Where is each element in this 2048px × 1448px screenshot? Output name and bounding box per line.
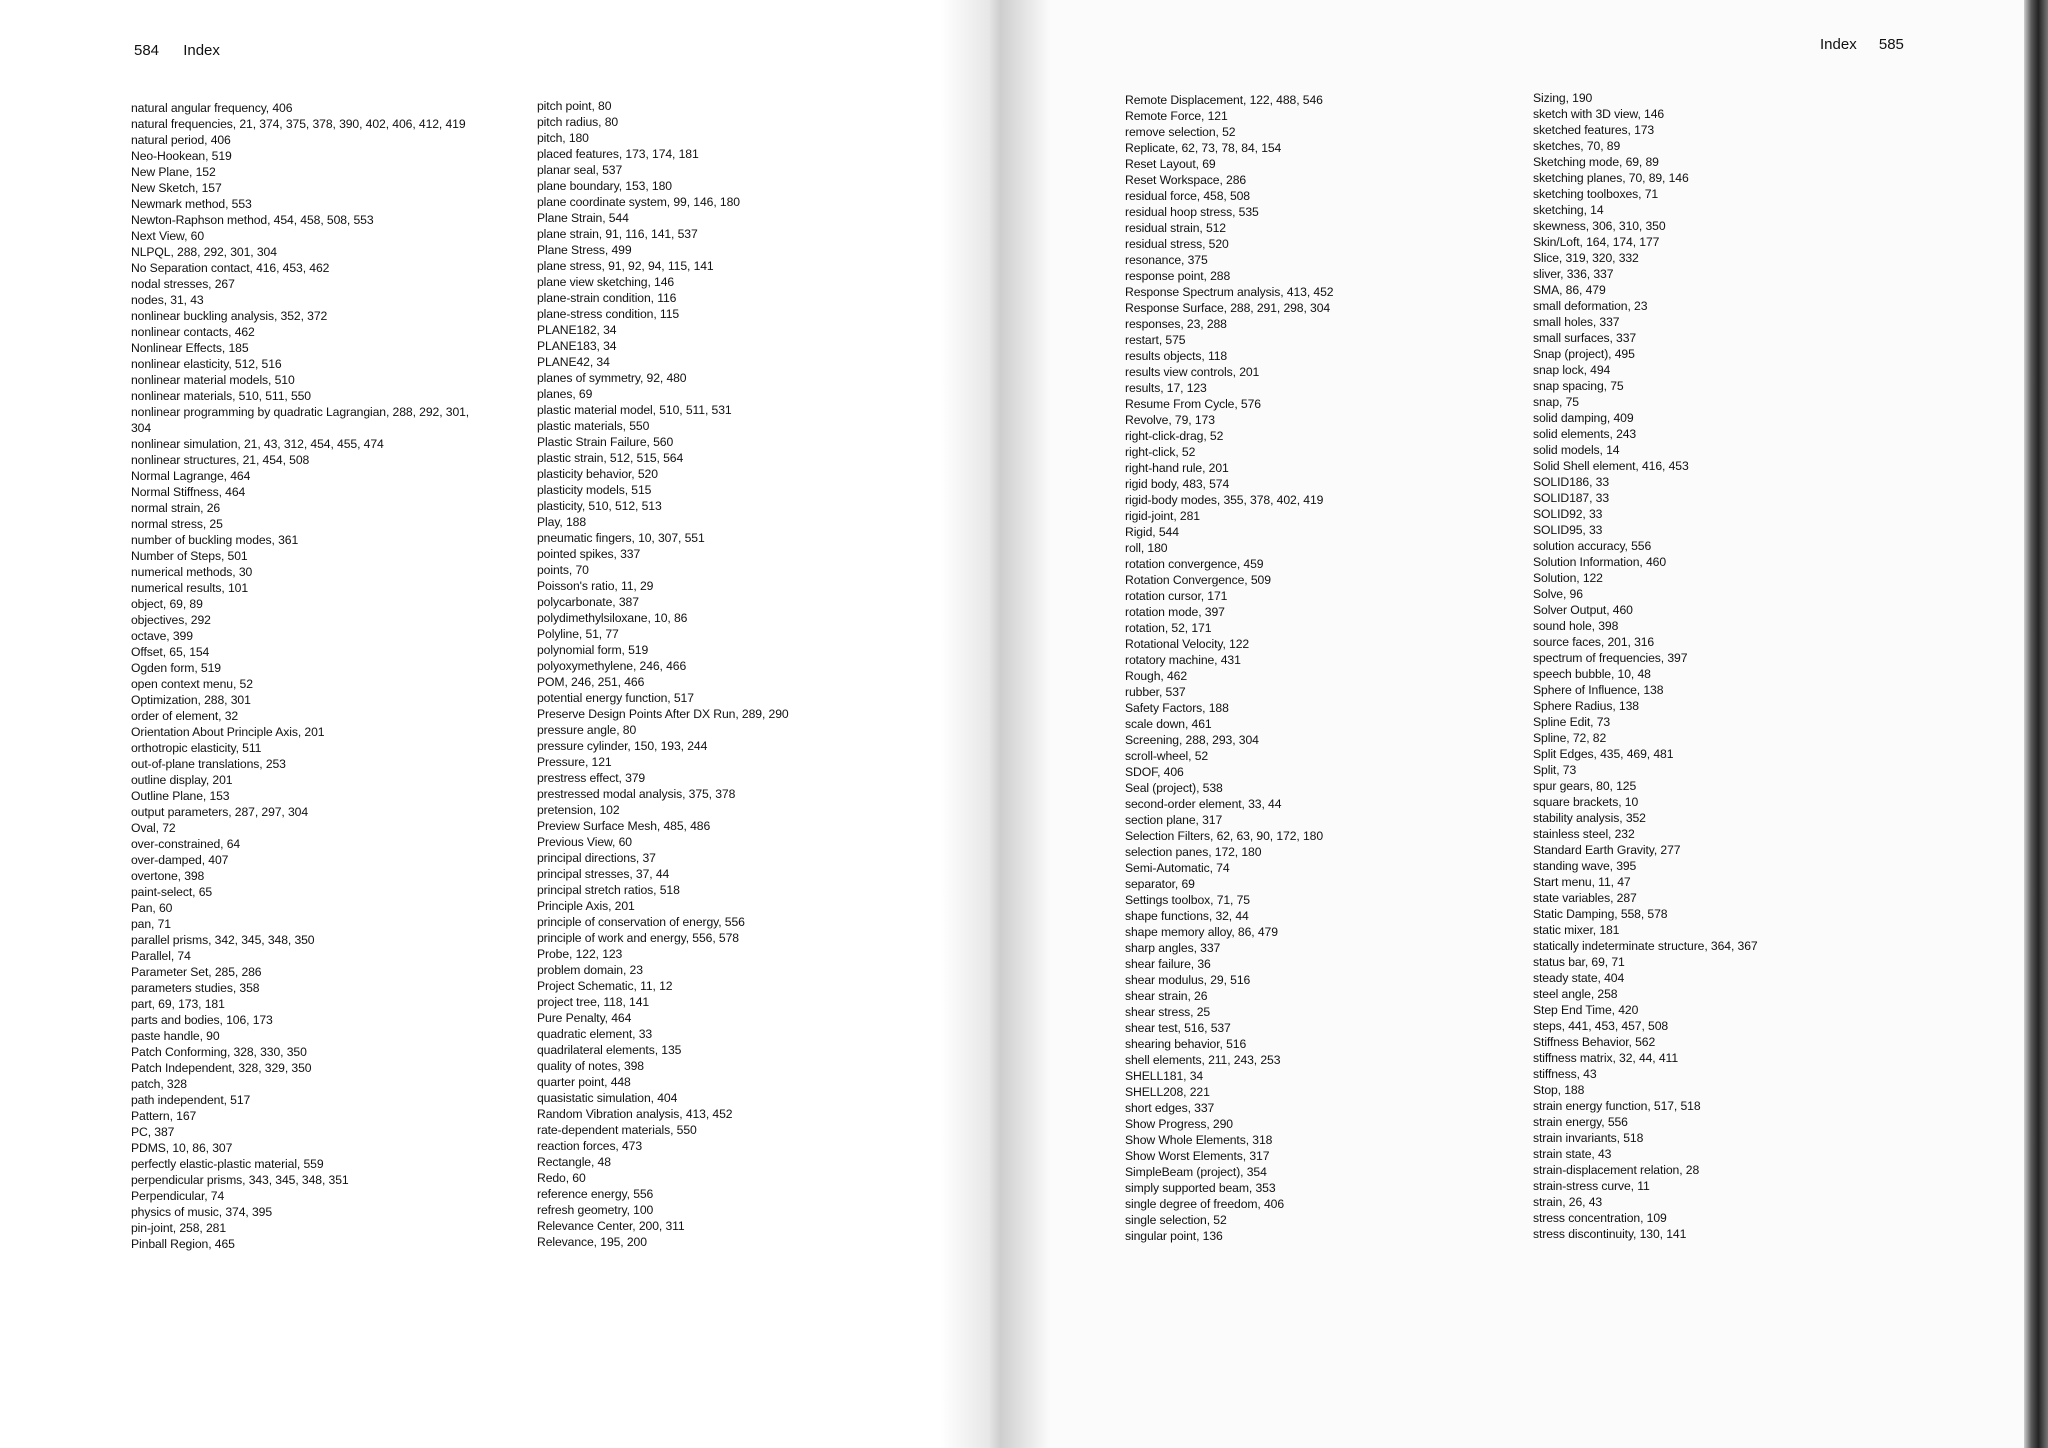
index-entry: simply supported beam, 353 — [1125, 1181, 1276, 1195]
index-entry: Static Damping, 558, 578 — [1533, 907, 1668, 921]
index-entry: SimpleBeam (project), 354 — [1125, 1165, 1267, 1179]
index-entry: Solution, 122 — [1533, 571, 1603, 585]
index-entry: resonance, 375 — [1125, 253, 1208, 267]
left-page-header — [134, 42, 220, 59]
index-entry: Normal Stiffness, 464 — [131, 485, 246, 499]
index-entry: Solve, 96 — [1533, 587, 1583, 601]
index-entry: short edges, 337 — [1125, 1101, 1215, 1115]
index-entry: number of buckling modes, 361 — [131, 533, 299, 547]
index-entry: PLANE182, 34 — [537, 323, 617, 337]
index-entry: rotation mode, 397 — [1125, 605, 1225, 619]
index-entry: Settings toolbox, 71, 75 — [1125, 893, 1250, 907]
index-entry: snap, 75 — [1533, 395, 1579, 409]
index-entry: stiffness, 43 — [1533, 1067, 1597, 1081]
index-entry: standing wave, 395 — [1533, 859, 1637, 873]
index-entry: open context menu, 52 — [131, 677, 253, 691]
index-entry: solid damping, 409 — [1533, 411, 1634, 425]
index-entry: POM, 246, 251, 466 — [537, 675, 645, 689]
index-entry: Parameter Set, 285, 286 — [131, 965, 262, 979]
index-entry: strain energy, 556 — [1533, 1115, 1628, 1129]
index-entry: separator, 69 — [1125, 877, 1195, 891]
index-entry: New Sketch, 157 — [131, 181, 222, 195]
index-entry: nodal stresses, 267 — [131, 277, 235, 291]
index-column-2 — [537, 98, 937, 1250]
index-entry: prestressed modal analysis, 375, 378 — [537, 787, 736, 801]
index-entry: SOLID95, 33 — [1533, 523, 1603, 537]
index-entry: Pan, 60 — [131, 901, 173, 915]
index-entry: over-constrained, 64 — [131, 837, 241, 851]
right-running-head: Index — [1820, 36, 1857, 53]
index-entry: scale down, 461 — [1125, 717, 1212, 731]
index-entry: natural angular frequency, 406 — [131, 101, 293, 115]
index-entry: planes of symmetry, 92, 480 — [537, 371, 687, 385]
index-entry: strain, 26, 43 — [1533, 1195, 1603, 1209]
index-entry: pin-joint, 258, 281 — [131, 1221, 226, 1235]
index-entry: Oval, 72 — [131, 821, 176, 835]
index-entry: static mixer, 181 — [1533, 923, 1620, 937]
index-entry: residual force, 458, 508 — [1125, 189, 1250, 203]
index-entry: Polyline, 51, 77 — [537, 627, 619, 641]
index-entry: parts and bodies, 106, 173 — [131, 1013, 273, 1027]
index-entry: sliver, 336, 337 — [1533, 267, 1614, 281]
index-entry: right-click-drag, 52 — [1125, 429, 1224, 443]
index-entry: responses, 23, 288 — [1125, 317, 1227, 331]
index-entry: results objects, 118 — [1125, 349, 1228, 363]
index-entry: response point, 288 — [1125, 269, 1231, 283]
index-entry: polynomial form, 519 — [537, 643, 649, 657]
index-entry: nonlinear buckling analysis, 352, 372 — [131, 309, 328, 323]
index-entry: rate-dependent materials, 550 — [537, 1123, 697, 1137]
index-entry: Solution Information, 460 — [1533, 555, 1667, 569]
index-entry: plane-stress condition, 115 — [537, 307, 680, 321]
index-entry: numerical methods, 30 — [131, 565, 253, 579]
index-entry: Optimization, 288, 301 — [131, 693, 251, 707]
index-entry: quarter point, 448 — [537, 1075, 631, 1089]
index-entry: small holes, 337 — [1533, 315, 1620, 329]
index-entry: principle of work and energy, 556, 578 — [537, 931, 739, 945]
index-entry: nonlinear material models, 510 — [131, 373, 295, 387]
index-entry: solid models, 14 — [1533, 443, 1620, 457]
index-entry: strain state, 43 — [1533, 1147, 1612, 1161]
index-entry: statically indeterminate structure, 364, 367 — [1533, 939, 1758, 953]
index-entry: SMA, 86, 479 — [1533, 283, 1606, 297]
index-entry: Split, 73 — [1533, 763, 1577, 777]
index-entry: shape memory alloy, 86, 479 — [1125, 925, 1278, 939]
index-entry: Plastic Strain Failure, 560 — [537, 435, 674, 449]
index-entry: Redo, 60 — [537, 1171, 586, 1185]
index-entry: Show Worst Elements, 317 — [1125, 1149, 1270, 1163]
index-entry: Reset Layout, 69 — [1125, 157, 1216, 171]
index-entry: shear failure, 36 — [1125, 957, 1211, 971]
index-entry: SHELL208, 221 — [1125, 1085, 1210, 1099]
index-entry: Parallel, 74 — [131, 949, 191, 963]
index-entry: shear strain, 26 — [1125, 989, 1208, 1003]
index-entry: planes, 69 — [537, 387, 593, 401]
index-entry: Show Progress, 290 — [1125, 1117, 1233, 1131]
index-entry: natural period, 406 — [131, 133, 231, 147]
index-entry: spectrum of frequencies, 397 — [1533, 651, 1688, 665]
index-entry: Screening, 288, 293, 304 — [1125, 733, 1259, 747]
index-entry: small surfaces, 337 — [1533, 331, 1637, 345]
index-entry: potential energy function, 517 — [537, 691, 694, 705]
index-entry: parameters studies, 358 — [131, 981, 260, 995]
index-entry: stress concentration, 109 — [1533, 1211, 1667, 1225]
index-entry: shear modulus, 29, 516 — [1125, 973, 1251, 987]
index-entry: principal stretch ratios, 518 — [537, 883, 680, 897]
index-entry: pneumatic fingers, 10, 307, 551 — [537, 531, 705, 545]
index-entry: Slice, 319, 320, 332 — [1533, 251, 1639, 265]
index-entry: right-click, 52 — [1125, 445, 1196, 459]
index-entry: Sphere of Influence, 138 — [1533, 683, 1664, 697]
index-entry: state variables, 287 — [1533, 891, 1637, 905]
index-entry: Principle Axis, 201 — [537, 899, 635, 913]
index-entry: section plane, 317 — [1125, 813, 1223, 827]
index-entry: nonlinear elasticity, 512, 516 — [131, 357, 282, 371]
index-entry: points, 70 — [537, 563, 589, 577]
index-entry: residual stress, 520 — [1125, 237, 1229, 251]
index-entry: output parameters, 287, 297, 304 — [131, 805, 309, 819]
index-entry: Remote Displacement, 122, 488, 546 — [1125, 93, 1323, 107]
index-entry: shell elements, 211, 243, 253 — [1125, 1053, 1281, 1067]
index-entry: sketching, 14 — [1533, 203, 1604, 217]
index-entry: principle of conservation of energy, 556 — [537, 915, 745, 929]
index-entry: nonlinear structures, 21, 454, 508 — [131, 453, 310, 467]
index-entry: Preview Surface Mesh, 485, 486 — [537, 819, 711, 833]
index-entry: parallel prisms, 342, 345, 348, 350 — [131, 933, 315, 947]
index-entry: Patch Independent, 328, 329, 350 — [131, 1061, 312, 1075]
index-entry: Revolve, 79, 173 — [1125, 413, 1215, 427]
index-entry: residual hoop stress, 535 — [1125, 205, 1259, 219]
index-entry: out-of-plane translations, 253 — [131, 757, 286, 771]
index-entry: roll, 180 — [1125, 541, 1168, 555]
index-entry: Stop, 188 — [1533, 1083, 1585, 1097]
index-entry: restart, 575 — [1125, 333, 1186, 347]
index-entry: plane boundary, 153, 180 — [537, 179, 672, 193]
index-entry: paint-select, 65 — [131, 885, 213, 899]
index-entry: nonlinear simulation, 21, 43, 312, 454, 455, 474 — [131, 437, 384, 451]
index-entry: results, 17, 123 — [1125, 381, 1207, 395]
index-entry: polyoxymethylene, 246, 466 — [537, 659, 687, 673]
index-entry: pointed spikes, 337 — [537, 547, 641, 561]
index-entry: plane strain, 91, 116, 141, 537 — [537, 227, 698, 241]
index-entry: Stiffness Behavior, 562 — [1533, 1035, 1656, 1049]
index-entry: Sizing, 190 — [1533, 91, 1593, 105]
index-entry: strain-displacement relation, 28 — [1533, 1163, 1700, 1177]
index-entry: object, 69, 89 — [131, 597, 203, 611]
index-entry: shape functions, 32, 44 — [1125, 909, 1249, 923]
index-entry: solution accuracy, 556 — [1533, 539, 1652, 553]
index-entry: pressure cylinder, 150, 193, 244 — [537, 739, 708, 753]
index-entry: Newmark method, 553 — [131, 197, 252, 211]
index-entry: polydimethylsiloxane, 10, 86 — [537, 611, 688, 625]
index-entry: polycarbonate, 387 — [537, 595, 639, 609]
index-entry: Solid Shell element, 416, 453 — [1533, 459, 1689, 473]
index-entry: Patch Conforming, 328, 330, 350 — [131, 1045, 307, 1059]
index-entry: Plane Strain, 544 — [537, 211, 629, 225]
index-entry: pan, 71 — [131, 917, 171, 931]
index-entry: patch, 328 — [131, 1077, 187, 1091]
index-entry: square brackets, 10 — [1533, 795, 1639, 809]
index-entry: perfectly elastic-plastic material, 559 — [131, 1157, 324, 1171]
index-entry: Next View, 60 — [131, 229, 204, 243]
index-entry: quadratic element, 33 — [537, 1027, 653, 1041]
index-entry: rotation, 52, 171 — [1125, 621, 1212, 635]
index-entry: perpendicular prisms, 343, 345, 348, 351 — [131, 1173, 349, 1187]
index-entry: reaction forces, 473 — [537, 1139, 643, 1153]
index-entry: Rotational Velocity, 122 — [1125, 637, 1250, 651]
index-entry: rotatory machine, 431 — [1125, 653, 1241, 667]
index-entry: quality of notes, 398 — [537, 1059, 644, 1073]
index-entry: plane view sketching, 146 — [537, 275, 675, 289]
index-entry: problem domain, 23 — [537, 963, 643, 977]
index-entry: SHELL181, 34 — [1125, 1069, 1204, 1083]
index-entry: plastic materials, 550 — [537, 419, 650, 433]
index-entry: Relevance, 195, 200 — [537, 1235, 647, 1249]
index-entry: plastic material model, 510, 511, 531 — [537, 403, 732, 417]
index-entry: normal stress, 25 — [131, 517, 223, 531]
index-entry: rotation cursor, 171 — [1125, 589, 1228, 603]
index-entry: single selection, 52 — [1125, 1213, 1227, 1227]
index-entry: small deformation, 23 — [1533, 299, 1648, 313]
index-entry: Safety Factors, 188 — [1125, 701, 1229, 715]
index-entry: plane coordinate system, 99, 146, 180 — [537, 195, 740, 209]
index-entry: stability analysis, 352 — [1533, 811, 1646, 825]
index-entry: snap lock, 494 — [1533, 363, 1611, 377]
index-entry: solid elements, 243 — [1533, 427, 1637, 441]
index-entry: residual strain, 512 — [1125, 221, 1226, 235]
index-entry: Preserve Design Points After DX Run, 289, 290 — [537, 707, 789, 721]
index-entry: rotation convergence, 459 — [1125, 557, 1264, 571]
index-entry: results view controls, 201 — [1125, 365, 1260, 379]
index-entry: rigid-body modes, 355, 378, 402, 419 — [1125, 493, 1324, 507]
index-entry: Split Edges, 435, 469, 481 — [1533, 747, 1674, 761]
index-entry: PC, 387 — [131, 1125, 175, 1139]
index-entry: principal stresses, 37, 44 — [537, 867, 670, 881]
index-entry: Pinball Region, 465 — [131, 1237, 235, 1251]
book-gutter — [940, 0, 1050, 1448]
index-entry: refresh geometry, 100 — [537, 1203, 654, 1217]
index-entry: sketches, 70, 89 — [1533, 139, 1621, 153]
index-entry: plane-strain condition, 116 — [537, 291, 677, 305]
index-entry: selection panes, 172, 180 — [1125, 845, 1262, 859]
index-entry: Neo-Hookean, 519 — [131, 149, 232, 163]
index-entry: Rigid, 544 — [1125, 525, 1179, 539]
index-entry: pitch radius, 80 — [537, 115, 619, 129]
index-entry: Previous View, 60 — [537, 835, 632, 849]
index-entry: plasticity, 510, 512, 513 — [537, 499, 662, 513]
index-entry: part, 69, 173, 181 — [131, 997, 225, 1011]
index-entry: Play, 188 — [537, 515, 587, 529]
index-entry: Rotation Convergence, 509 — [1125, 573, 1271, 587]
index-entry: spur gears, 80, 125 — [1533, 779, 1637, 793]
index-entry: sketching planes, 70, 89, 146 — [1533, 171, 1689, 185]
index-entry: pressure angle, 80 — [537, 723, 637, 737]
index-entry: steps, 441, 453, 457, 508 — [1533, 1019, 1669, 1033]
index-entry: NLPQL, 288, 292, 301, 304 — [131, 245, 277, 259]
index-entry: Plane Stress, 499 — [537, 243, 632, 257]
index-column-1 — [131, 100, 531, 1252]
index-entry: order of element, 32 — [131, 709, 239, 723]
index-entry: Replicate, 62, 73, 78, 84, 154 — [1125, 141, 1282, 155]
index-entry: No Separation contact, 416, 453, 462 — [131, 261, 330, 275]
index-entry: SDOF, 406 — [1125, 765, 1184, 779]
index-entry: Sphere Radius, 138 — [1533, 699, 1639, 713]
index-entry: natural frequencies, 21, 374, 375, 378, 390, 402, 406, 412, 419 — [131, 117, 466, 131]
index-entry: plasticity models, 515 — [537, 483, 652, 497]
index-entry: prestress effect, 379 — [537, 771, 646, 785]
index-entry: octave, 399 — [131, 629, 193, 643]
right-page-header — [1820, 36, 1904, 53]
index-entry: sound hole, 398 — [1533, 619, 1619, 633]
index-entry: objectives, 292 — [131, 613, 211, 627]
index-entry: strain energy function, 517, 518 — [1533, 1099, 1701, 1113]
index-entry: sketching toolboxes, 71 — [1533, 187, 1659, 201]
index-entry: Selection Filters, 62, 63, 90, 172, 180 — [1125, 829, 1323, 843]
index-entry: shearing behavior, 516 — [1125, 1037, 1247, 1051]
index-entry: scroll-wheel, 52 — [1125, 749, 1209, 763]
index-entry: Start menu, 11, 47 — [1533, 875, 1631, 889]
index-entry: skewness, 306, 310, 350 — [1533, 219, 1666, 233]
index-entry: Rectangle, 48 — [537, 1155, 611, 1169]
index-entry: Poisson's ratio, 11, 29 — [537, 579, 654, 593]
index-entry: Spline Edit, 73 — [1533, 715, 1611, 729]
index-entry: nonlinear materials, 510, 511, 550 — [131, 389, 311, 403]
index-entry: shear test, 516, 537 — [1125, 1021, 1231, 1035]
index-entry: Outline Plane, 153 — [131, 789, 230, 803]
index-entry: Sketching mode, 69, 89 — [1533, 155, 1659, 169]
index-entry: Pattern, 167 — [131, 1109, 197, 1123]
index-entry: pretension, 102 — [537, 803, 620, 817]
index-entry: speech bubble, 10, 48 — [1533, 667, 1651, 681]
index-entry: singular point, 136 — [1125, 1229, 1223, 1243]
index-entry: Nonlinear Effects, 185 — [131, 341, 249, 355]
index-entry: SOLID186, 33 — [1533, 475, 1610, 489]
index-entry: Offset, 65, 154 — [131, 645, 210, 659]
index-entry: Ogden form, 519 — [131, 661, 221, 675]
index-entry: Step End Time, 420 — [1533, 1003, 1639, 1017]
index-entry: source faces, 201, 316 — [1533, 635, 1655, 649]
index-entry: single degree of freedom, 406 — [1125, 1197, 1285, 1211]
index-entry: remove selection, 52 — [1125, 125, 1236, 139]
index-entry: Skin/Loft, 164, 174, 177 — [1533, 235, 1660, 249]
index-entry: Relevance Center, 200, 311 — [537, 1219, 685, 1233]
index-entry: pitch point, 80 — [537, 99, 612, 113]
index-entry: steel angle, 258 — [1533, 987, 1618, 1001]
index-entry: project tree, 118, 141 — [537, 995, 650, 1009]
index-entry: Snap (project), 495 — [1533, 347, 1635, 361]
index-entry: nonlinear contacts, 462 — [131, 325, 255, 339]
index-entry: Standard Earth Gravity, 277 — [1533, 843, 1681, 857]
index-entry: Reset Workspace, 286 — [1125, 173, 1247, 187]
index-entry: physics of music, 374, 395 — [131, 1205, 273, 1219]
index-entry: status bar, 69, 71 — [1533, 955, 1625, 969]
index-entry: Rough, 462 — [1125, 669, 1188, 683]
index-entry: Response Surface, 288, 291, 298, 304 — [1125, 301, 1331, 315]
index-entry: overtone, 398 — [131, 869, 205, 883]
index-entry: Normal Lagrange, 464 — [131, 469, 251, 483]
index-entry: pitch, 180 — [537, 131, 589, 145]
left-page-number: 584 — [134, 42, 160, 59]
index-entry: paste handle, 90 — [131, 1029, 220, 1043]
index-entry: plasticity behavior, 520 — [537, 467, 658, 481]
index-entry: outline display, 201 — [131, 773, 233, 787]
index-entry: numerical results, 101 — [131, 581, 249, 595]
right-page-number: 585 — [1878, 36, 1904, 53]
index-entry: sharp angles, 337 — [1125, 941, 1221, 955]
index-entry: shear stress, 25 — [1125, 1005, 1211, 1019]
index-entry: over-damped, 407 — [131, 853, 229, 867]
index-entry: plastic strain, 512, 515, 564 — [537, 451, 684, 465]
index-entry: sketch with 3D view, 146 — [1533, 107, 1665, 121]
index-entry: planar seal, 537 — [537, 163, 623, 177]
left-running-head: Index — [183, 42, 220, 59]
index-entry: normal strain, 26 — [131, 501, 221, 515]
index-entry: stress discontinuity, 130, 141 — [1533, 1227, 1687, 1241]
index-entry: Spline, 72, 82 — [1533, 731, 1607, 745]
index-entry: rigid body, 483, 574 — [1125, 477, 1230, 491]
index-entry: rigid-joint, 281 — [1125, 509, 1200, 523]
index-entry: path independent, 517 — [131, 1093, 251, 1107]
index-entry: nodes, 31, 43 — [131, 293, 204, 307]
index-entry: Perpendicular, 74 — [131, 1189, 225, 1203]
index-entry: Resume From Cycle, 576 — [1125, 397, 1261, 411]
index-entry: SOLID187, 33 — [1533, 491, 1610, 505]
index-entry: strain invariants, 518 — [1533, 1131, 1644, 1145]
index-entry: stiffness matrix, 32, 44, 411 — [1533, 1051, 1679, 1065]
index-entry: Solver Output, 460 — [1533, 603, 1633, 617]
index-entry: strain-stress curve, 11 — [1533, 1179, 1650, 1193]
index-entry: PDMS, 10, 86, 307 — [131, 1141, 233, 1155]
index-entry: plane stress, 91, 92, 94, 115, 141 — [537, 259, 714, 273]
index-entry: Pure Penalty, 464 — [537, 1011, 632, 1025]
index-entry: placed features, 173, 174, 181 — [537, 147, 699, 161]
index-entry: steady state, 404 — [1533, 971, 1625, 985]
index-entry: rubber, 537 — [1125, 685, 1186, 699]
index-entry: reference energy, 556 — [537, 1187, 654, 1201]
index-entry: SOLID92, 33 — [1533, 507, 1603, 521]
index-entry: PLANE42, 34 — [537, 355, 610, 369]
index-entry: Seal (project), 538 — [1125, 781, 1223, 795]
index-entry: sketched features, 173 — [1533, 123, 1655, 137]
index-column-3 — [1125, 92, 1525, 1244]
index-entry: quadrilateral elements, 135 — [537, 1043, 682, 1057]
index-entry: Newton-Raphson method, 454, 458, 508, 553 — [131, 213, 374, 227]
index-entry: snap spacing, 75 — [1533, 379, 1624, 393]
index-entry: Project Schematic, 11, 12 — [537, 979, 673, 993]
index-entry: stainless steel, 232 — [1533, 827, 1635, 841]
index-entry: PLANE183, 34 — [537, 339, 617, 353]
index-entry: right-hand rule, 201 — [1125, 461, 1229, 475]
index-entry: nonlinear programming by quadratic Lagrangian, 288, 292, 301, 304 — [131, 405, 470, 435]
page-edge — [2024, 0, 2048, 1448]
index-entry: quasistatic simulation, 404 — [537, 1091, 678, 1105]
index-entry: Number of Steps, 501 — [131, 549, 248, 563]
index-entry: orthotropic elasticity, 511 — [131, 741, 262, 755]
index-entry: Remote Force, 121 — [1125, 109, 1228, 123]
index-entry: New Plane, 152 — [131, 165, 216, 179]
index-entry: Probe, 122, 123 — [537, 947, 623, 961]
index-entry: Response Spectrum analysis, 413, 452 — [1125, 285, 1334, 299]
index-entry: Orientation About Principle Axis, 201 — [131, 725, 325, 739]
index-entry: principal directions, 37 — [537, 851, 656, 865]
index-entry: Show Whole Elements, 318 — [1125, 1133, 1273, 1147]
index-entry: Semi-Automatic, 74 — [1125, 861, 1230, 875]
index-entry: Random Vibration analysis, 413, 452 — [537, 1107, 733, 1121]
index-column-4 — [1533, 90, 1933, 1242]
index-entry: Pressure, 121 — [537, 755, 612, 769]
index-entry: second-order element, 33, 44 — [1125, 797, 1282, 811]
